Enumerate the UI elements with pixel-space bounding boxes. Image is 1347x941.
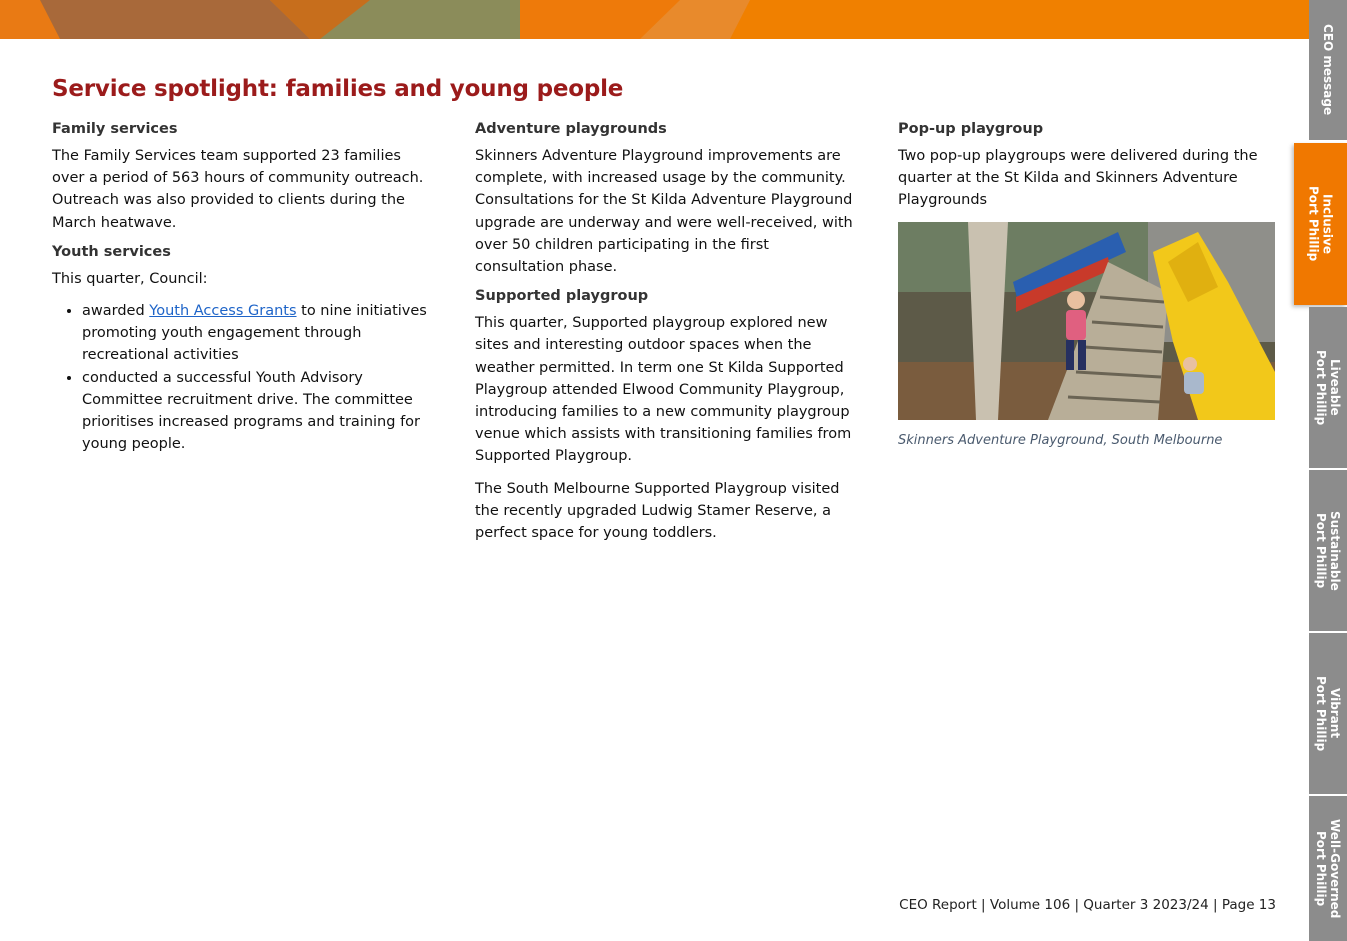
tab-sustainable-port-phillip[interactable] bbox=[1309, 470, 1347, 633]
page-title: Service spotlight: families and young people bbox=[52, 76, 624, 102]
section-tabs bbox=[1306, 0, 1347, 941]
youth-services-intro: This quarter, Council: bbox=[52, 270, 208, 287]
tab-inclusive-port-phillip[interactable] bbox=[1294, 143, 1347, 305]
youth-services-heading: Youth services bbox=[52, 243, 171, 260]
tab-label: Well-Governed Port Phillip bbox=[1314, 818, 1342, 919]
bullet-text: to nine initiatives promoting youth engagement through recreational activities bbox=[82, 303, 427, 364]
column-2 bbox=[475, 121, 860, 554]
header-banner bbox=[0, 0, 1310, 39]
page-footer: CEO Report | Volume 106 | Quarter 3 2023/24 | Page 13 bbox=[899, 897, 1276, 913]
youth-services-list bbox=[52, 300, 437, 455]
tab-vibrant-port-phillip[interactable] bbox=[1309, 633, 1347, 796]
column-3 bbox=[898, 121, 1276, 448]
tab-label: CEO message bbox=[1321, 24, 1335, 116]
tab-label: Vibrant Port Phillip bbox=[1314, 675, 1342, 752]
banner-graphic bbox=[0, 0, 1310, 39]
adventure-playgrounds-heading: Adventure playgrounds bbox=[475, 121, 667, 137]
photo-caption: Skinners Adventure Playground, South Melbourne bbox=[898, 432, 1223, 448]
tab-liveable-port-phillip[interactable] bbox=[1309, 307, 1347, 470]
adventure-playgrounds-text: Skinners Adventure Playground improvements are complete, with increased usage by the community. Consultations for the St Kilda Adventure Playground upgrade are underway and were well-received, with over 50 children participating in the first consultation phase. bbox=[475, 148, 853, 276]
popup-playgroup-text: Two pop-up playgroups were delivered during the quarter at the St Kilda and Skinners Adventure Playgrounds bbox=[898, 148, 1258, 209]
supported-playgroup-text-1: This quarter, Supported playgroup explored new sites and interesting outdoor spaces when the weather permitted. In term one St Kilda Supported Playgroup attended Elwood Community Playgroup, introducing families to a new community playgroup venue which assists with transitioning families from Supported Playgroup. bbox=[475, 315, 852, 465]
list-item bbox=[82, 300, 437, 367]
tab-ceo-message[interactable] bbox=[1309, 0, 1347, 142]
family-services-text: The Family Services team supported 23 families over a period of 563 hours of community outreach. Outreach was also provided to clients during the March heatwave. bbox=[52, 148, 424, 231]
tab-label: Liveable Port Phillip bbox=[1314, 349, 1342, 426]
tab-well-governed-port-phillip[interactable] bbox=[1309, 796, 1347, 941]
tab-label: Sustainable Port Phillip bbox=[1314, 510, 1342, 591]
playground-photo-illustration bbox=[898, 222, 1275, 420]
supported-playgroup-heading: Supported playgroup bbox=[475, 288, 649, 305]
family-services-heading: Family services bbox=[52, 121, 178, 137]
tab-label: Inclusive Port Phillip bbox=[1306, 186, 1335, 262]
bullet-text: awarded bbox=[82, 303, 150, 320]
playground-photo bbox=[898, 222, 1275, 420]
list-item: • conducted a successful Youth Advisory Committee recruitment drive. The committee prioritises increased programs and training for young people. bbox=[82, 367, 437, 456]
popup-playgroup-heading: Pop-up playgroup bbox=[898, 121, 1044, 137]
column-1 bbox=[52, 121, 437, 455]
supported-playgroup-text-2: The South Melbourne Supported Playgroup visited the recently upgraded Ludwig Stamer Reserve, a perfect space for young toddlers. bbox=[475, 480, 840, 542]
youth-access-grants-link[interactable]: Youth Access Grants bbox=[149, 303, 297, 320]
